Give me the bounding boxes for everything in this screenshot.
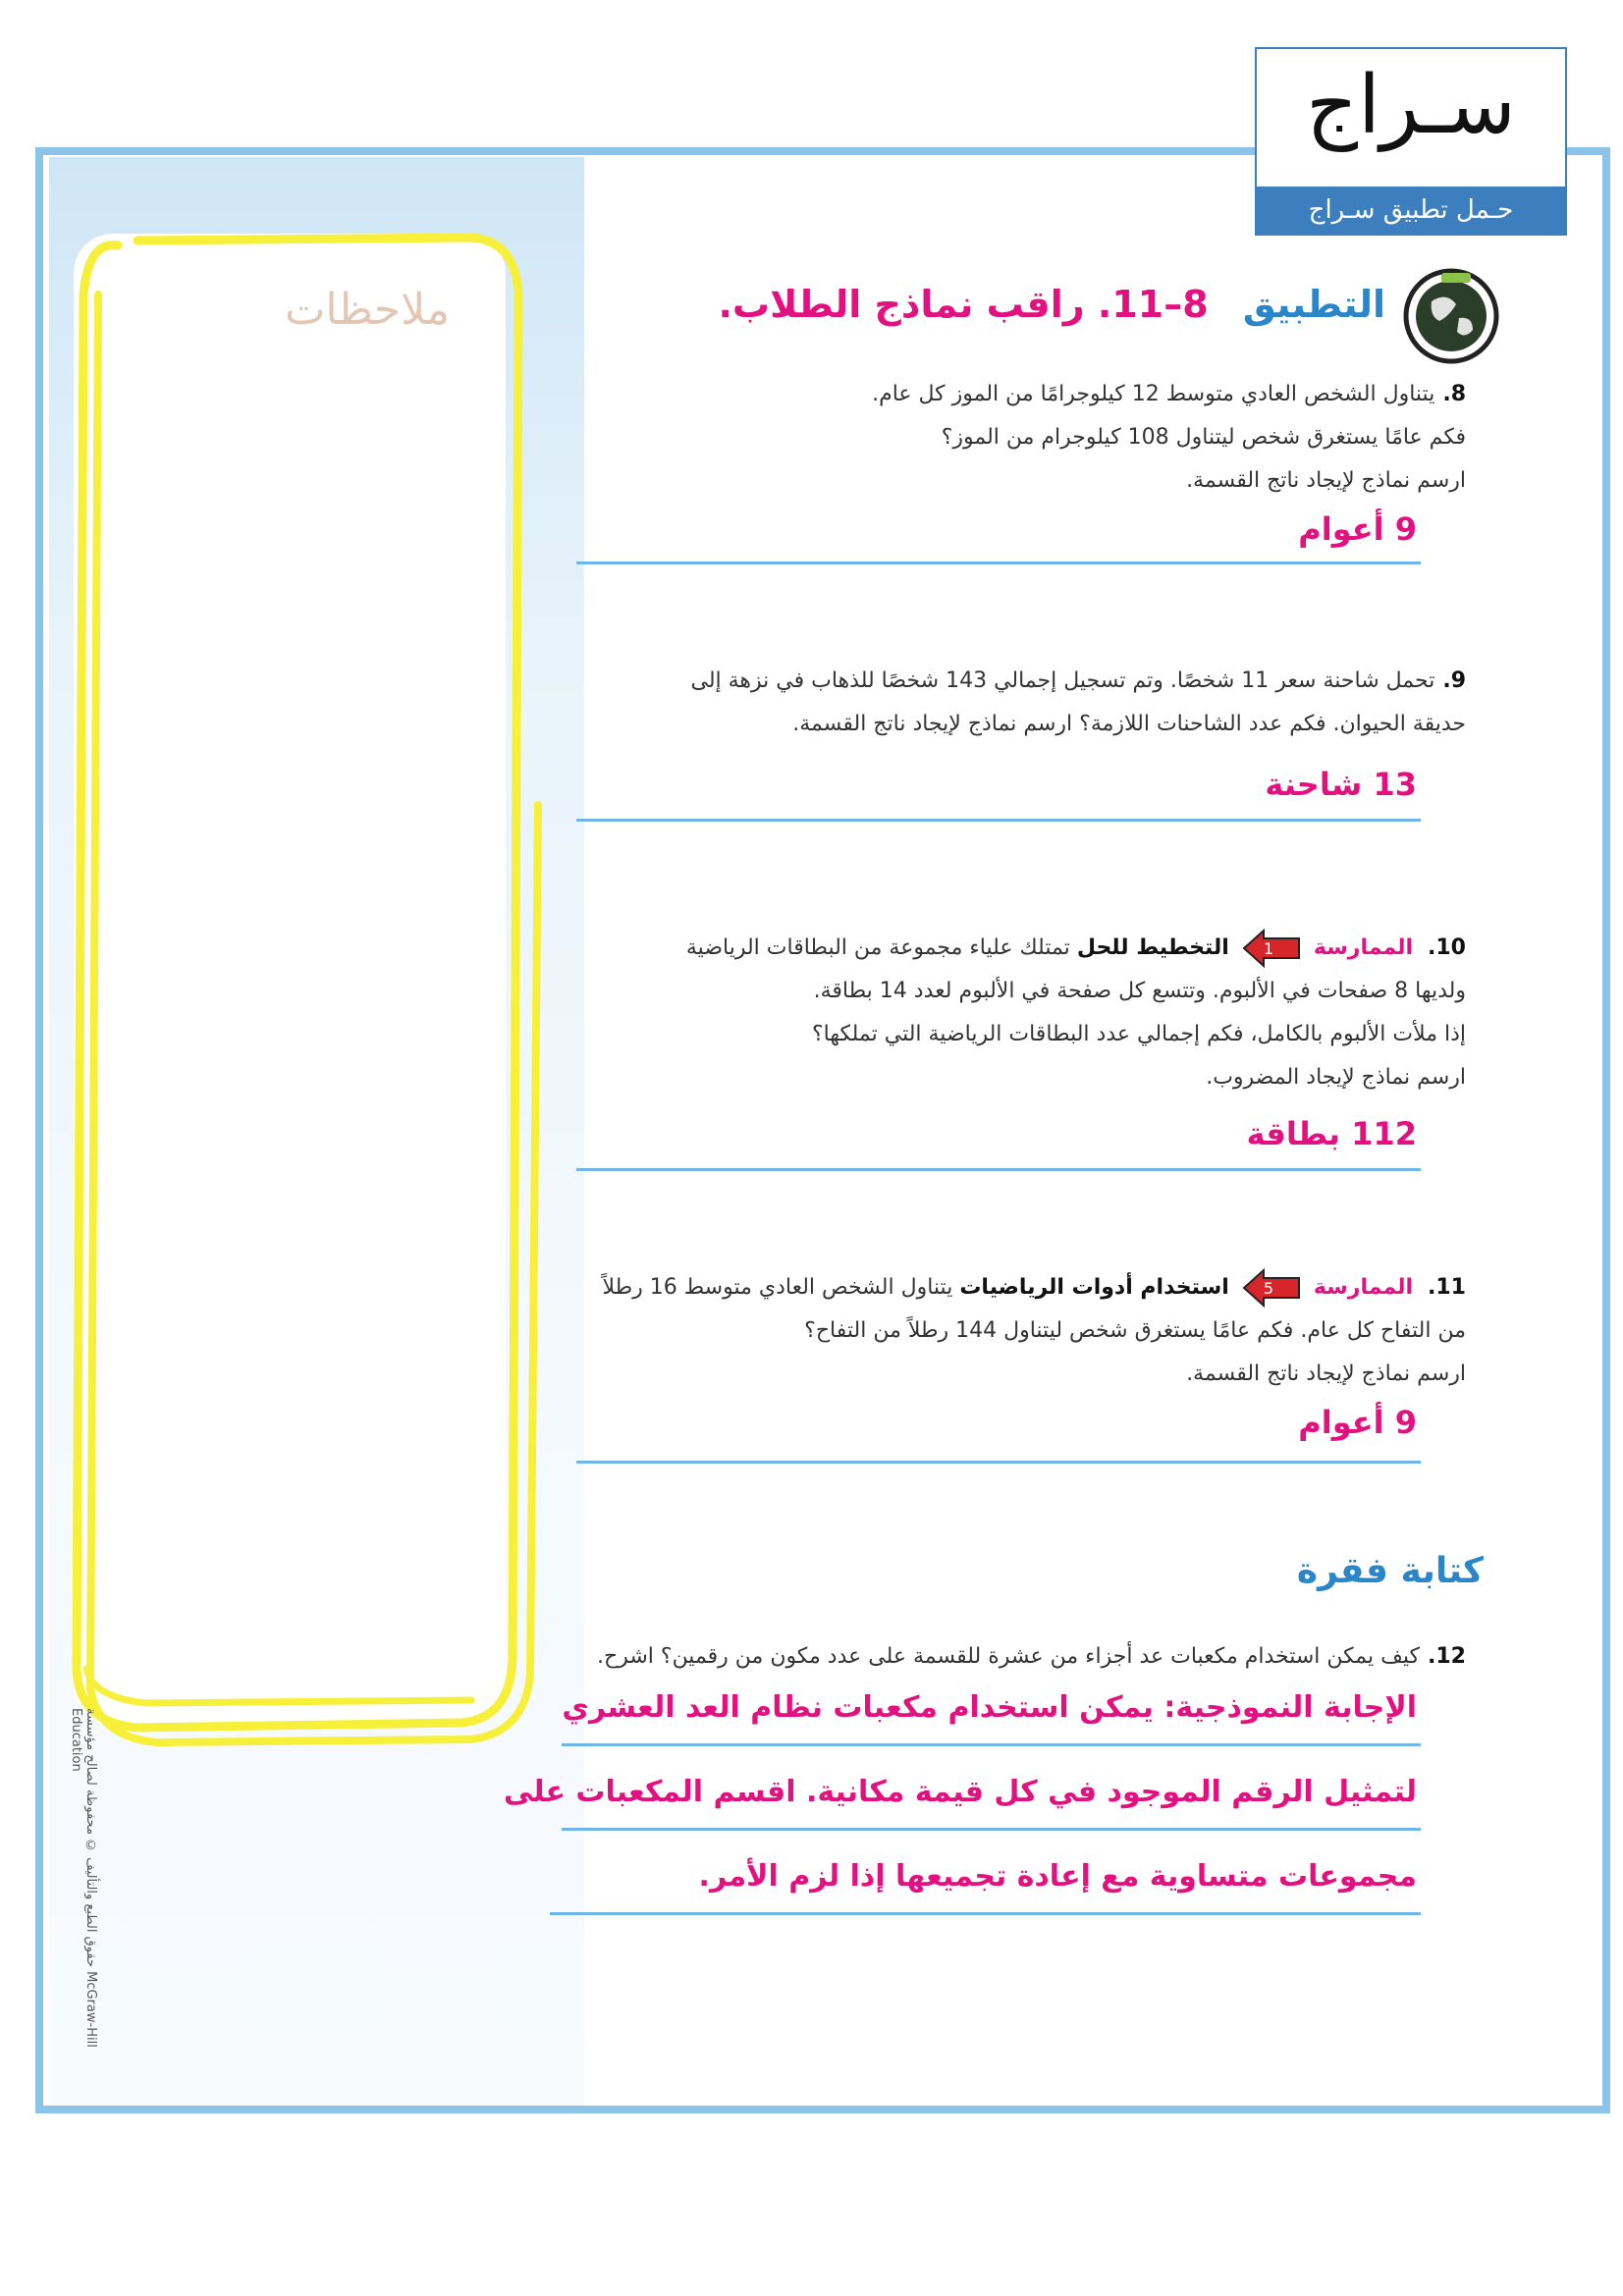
question-line: تمتلك علياء مجموعة من البطاقات الرياضية (685, 935, 1070, 960)
practice-label: الممارسة (1313, 1275, 1414, 1300)
copyright-note: حقوق الطبع والتأليف © محفوظة لصالح مؤسسة McGraw-Hill Education (69, 1708, 98, 2048)
section-instruction: 8–11. راقب نماذج الطلاب. (718, 283, 1209, 326)
section-title (718, 283, 1385, 326)
practice-skill: استخدام أدوات الرياضيات (959, 1275, 1229, 1300)
question-number: 9. (1442, 668, 1466, 693)
question-line: حديقة الحيوان. فكم عدد الشاحنات اللازمة؟ ارسم نماذج لإيجاد ناتج القسمة. (792, 712, 1466, 736)
question-8 (582, 373, 1466, 503)
question-line: كيف يمكن استخدام مكعبات عد أجزاء من عشرة للقسمة على عدد مكون من رقمين؟ اشرح. (597, 1644, 1421, 1669)
writing-title: كتابة فقرة (1296, 1551, 1484, 1591)
answer-line (550, 1912, 1421, 1915)
essay-line: الإجابة النموذجية: يمكن استخدام مكعبات نظام العد العشري (562, 1690, 1417, 1725)
notes-title: ملاحظات (285, 285, 450, 335)
question-line: ارسم نماذج لإيجاد ناتج القسمة. (1186, 1362, 1466, 1386)
question-12 (484, 1635, 1466, 1679)
logo-tagline: حـمل تطبيق سـراج (1257, 187, 1565, 234)
question-line: ارسم نماذج لإيجاد ناتج القسمة. (1186, 468, 1466, 493)
answer-line (576, 1168, 1421, 1171)
question-line: فكم عامًا يستغرق شخص ليتناول 108 كيلوجرام من الموز؟ (941, 425, 1466, 450)
question-line: ولديها 8 صفحات في الألبوم. وتتسع كل صفحة في الألبوم لعدد 14 بطاقة. (813, 979, 1466, 1003)
answer-8: 9 أعوام (1298, 510, 1417, 548)
question-number: 8. (1442, 382, 1466, 406)
question-9 (582, 660, 1466, 746)
answer-11: 9 أعوام (1298, 1404, 1417, 1441)
practice-badge: 5 (1263, 1279, 1273, 1298)
answer-line (562, 1828, 1421, 1831)
question-line: إذا ملأت الألبوم بالكامل، فكم إجمالي عدد البطاقات الرياضية التي تملكها؟ (811, 1022, 1466, 1046)
question-11 (582, 1266, 1466, 1396)
question-number: 10. (1428, 935, 1466, 960)
answer-9: 13 شاحنة (1265, 766, 1417, 803)
question-line: يتناول الشخص العادي متوسط 12 كيلوجرامًا من الموز كل عام. (872, 382, 1435, 406)
practice-label: الممارسة (1313, 935, 1414, 960)
answer-10: 112 بطاقة (1246, 1115, 1417, 1152)
answer-line (562, 1743, 1421, 1746)
question-10 (582, 927, 1466, 1099)
siraj-logo[interactable] (1255, 47, 1567, 236)
logo-word: سـراج (1306, 59, 1516, 152)
practice-arrow-icon (1242, 929, 1301, 968)
answer-line (576, 561, 1421, 564)
section-title-label: التطبيق (1242, 283, 1385, 326)
practice-badge: 1 (1263, 939, 1273, 958)
globe-icon (1402, 267, 1500, 365)
question-number: 12. (1428, 1644, 1466, 1669)
question-line: تحمل شاحنة سعر 11 شخصًا. وتم تسجيل إجمالي 143 شخصًا للذهاب في نزهة إلى (690, 668, 1435, 693)
question-line: من التفاح كل عام. فكم عامًا يستغرق شخص ليتناول 144 رطلاً من التفاح؟ (804, 1318, 1466, 1343)
answer-line (576, 1461, 1421, 1464)
essay-line: مجموعات متساوية مع إعادة تجميعها إذا لزم الأمر. (698, 1859, 1417, 1894)
question-number: 11. (1428, 1275, 1466, 1300)
question-line: ارسم نماذج لإيجاد المضروب. (1206, 1065, 1466, 1090)
practice-skill: التخطيط للحل (1076, 935, 1229, 960)
essay-line: لتمثيل الرقم الموجود في كل قيمة مكانية. اقسم المكعبات على (503, 1775, 1417, 1809)
practice-arrow-icon (1242, 1268, 1301, 1308)
answer-line (576, 819, 1421, 822)
question-line: يتناول الشخص العادي متوسط 16 رطلاً (602, 1275, 953, 1300)
